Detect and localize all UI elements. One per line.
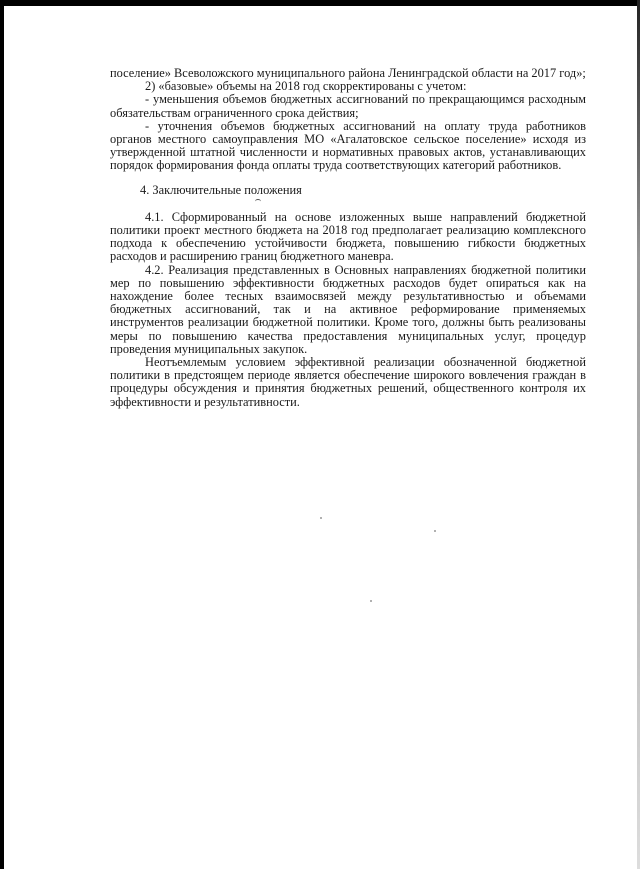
paragraph-intro-3: - уменьшения объемов бюджетных ассигнований по прекращающимся расходным обязательствам ограниченного срока действия;: [110, 92, 586, 120]
paragraph-intro-1: поселение» Всеволожского муниципального района Ленинградской области на 2017 год»;: [110, 66, 586, 80]
scan-edge-left: [0, 0, 4, 869]
paragraph-intro-4: - уточнения объемов бюджетных ассигнований на оплату труда работников органов местного самоуправления МО «Агалатовское сельское поселение» исходя из утвержденной штатной численности и нормативных правовых актов, устанавливающих порядок формирования фонда оплаты труда соответствующих категорий работников.: [110, 118, 586, 173]
document-page: [110, 67, 586, 409]
scan-corner-mark: [0, 6, 14, 24]
scan-speck: [320, 517, 322, 519]
scan-edge-top: [0, 0, 640, 6]
section-heading: 4. Заключительные положения: [140, 182, 302, 197]
scan-artifact-mark: [255, 199, 261, 204]
scan-speck: [370, 600, 372, 602]
paragraph-intro-2: 2) «базовые» объемы на 2018 год скорректированы с учетом:: [145, 79, 467, 94]
paragraph-4-1: 4.1. Сформированный на основе изложенных выше направлений бюджетной политики проект местного бюджета на 2018 год предполагает реализацию комплексного подхода к обеспечению устойчивости бюджета, повышению гибкости бюджетных расходов и расширению границ бюджетного маневра.: [110, 209, 586, 264]
paragraph-4-2: 4.2. Реализация представленных в Основных направлениях бюджетной политики мер по повышению эффективности бюджетных расходов будет опираться как на нахождение более тесных взаимосвязей между результативностью и объемами бюджетных ассигнований, так и на активное реформирование применяемых инструментов реализации бюджетной политики. Кроме того, должны быть реализованы меры по повышению качества предоставления муниципальных услуг, процедур проведения муниципальных закупок.: [110, 262, 586, 356]
scan-speck: [434, 530, 436, 532]
paragraph-final: Неотъемлемым условием эффективной реализации обозначенной бюджетной политики в предстоящем периоде является обеспечение широкого вовлечения граждан в процедуры обсуждения и принятия бюджетных решений, общественного контроля их эффективности и результативности.: [110, 355, 586, 409]
